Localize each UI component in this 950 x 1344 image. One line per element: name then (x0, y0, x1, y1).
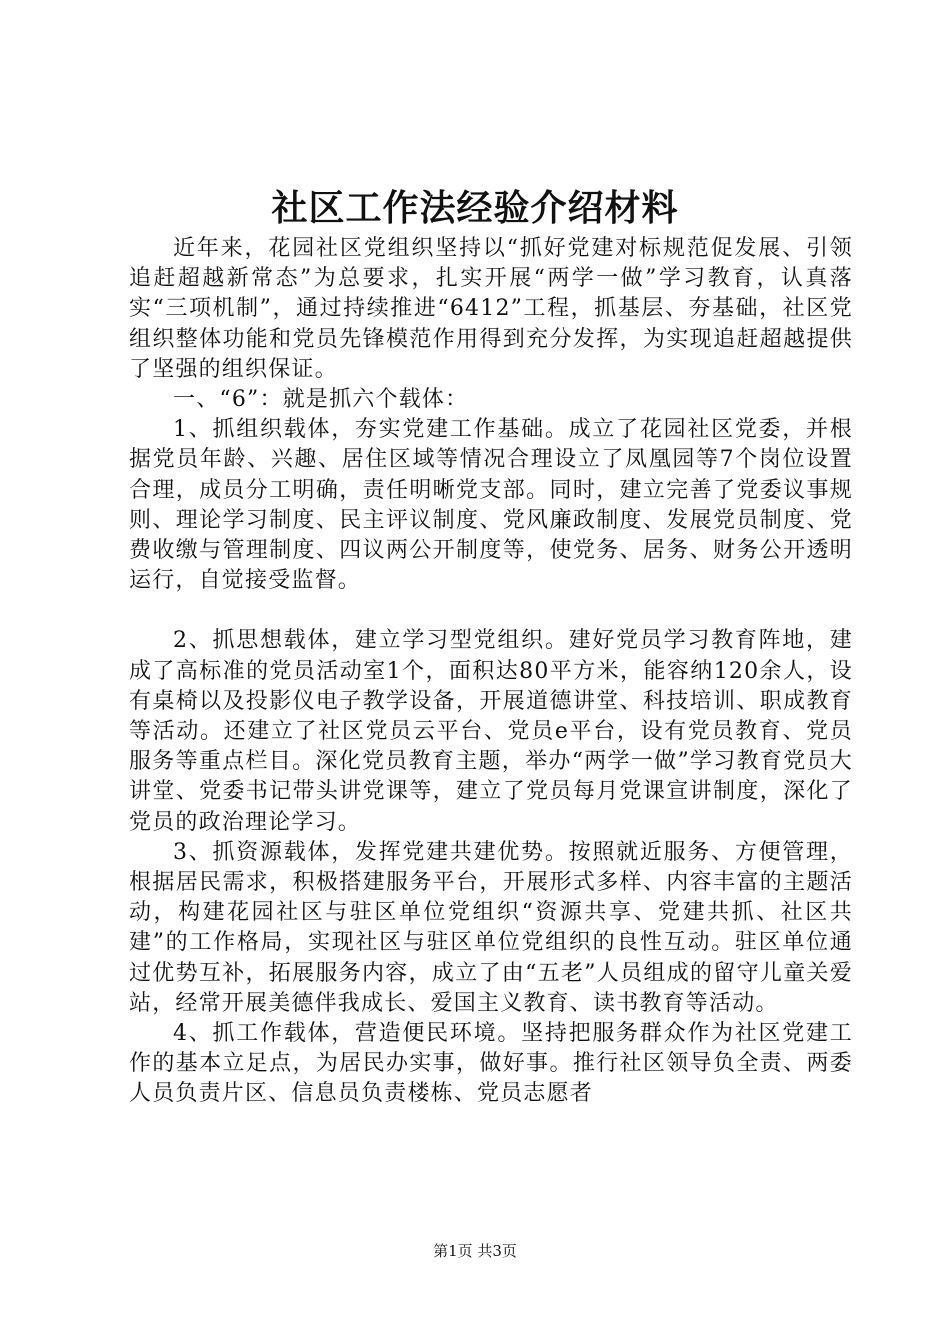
page-footer: 第1页 共3页 (433, 1242, 517, 1260)
paragraph-item-3: 3、抓资源载体，发挥党建共建优势。按照就近服务、方便管理，根据居民需求，积极搭建服务平台，开展形式多样、内容丰富的主题活动，构建花园社区与驻区单位党组织“资源共享、党建共抓、社区共建”的工作格局，实现社区与驻区单位党组织的良性互动。驻区单位通过优势互补，拓展服务内容，成立了由“五老”人员组成的留守儿童关爱站，经常开展美德伴我成长、爱国主义教育、读书教育等活动。 (129, 839, 853, 1016)
paragraph-item-4: 4、抓工作载体，营造便民环境。坚持把服务群众作为社区党建工作的基本立足点，为居民办实事，做好事。推行社区领导负全责、两委人员负责片区、信息员负责楼栋、党员志愿者 (129, 1021, 853, 1107)
paragraph-intro: 近年来，花园社区党组织坚持以“抓好党建对标规范促发展、引领追赶超越新常态”为总要求，扎实开展“两学一做”学习教育，认真落实“三项机制”，通过持续推进“6412”工程，抓基层、夯基础，社区党组织整体功能和党员先锋模范作用得到充分发挥，为实现追赶超越提供了坚强的组织保证。 (129, 236, 853, 382)
document-title: 社区工作法经验介绍材料 (271, 187, 679, 229)
paragraph-item-2: 2、抓思想载体，建立学习型党组织。建好党员学习教育阵地，建成了高标准的党员活动室1个，面积达80平方米，能容纳120余人，设有桌椅以及投影仪电子教学设备，开展道德讲堂、科技培训、职成教育等活动。还建立了社区党员云平台、党员e平台，设有党员教育、党员服务等重点栏目。深化党员教育主题，举办“两学一做”学习教育党员大讲堂、党委书记带头讲党课等，建立了党员每月党课宣讲制度，深化了党员的政治理论学习。 (129, 628, 853, 835)
document-body (129, 234, 853, 1110)
section-heading: 一、“6”：就是抓六个载体： (173, 387, 469, 413)
paragraph-item-1: 1、抓组织载体，夯实党建工作基础。成立了花园社区党委，并根据党员年龄、兴趣、居住区域等情况合理设立了凤凰园等7个岗位设置合理，成员分工明确，责任明晰党支部。同时，建立完善了党委议事规则、理论学习制度、民主评议制度、党风廉政制度、发展党员制度、党费收缴与管理制度、四议两公开制度等，使党务、居务、财务公开透明运行，自觉接受监督。 (129, 417, 853, 594)
